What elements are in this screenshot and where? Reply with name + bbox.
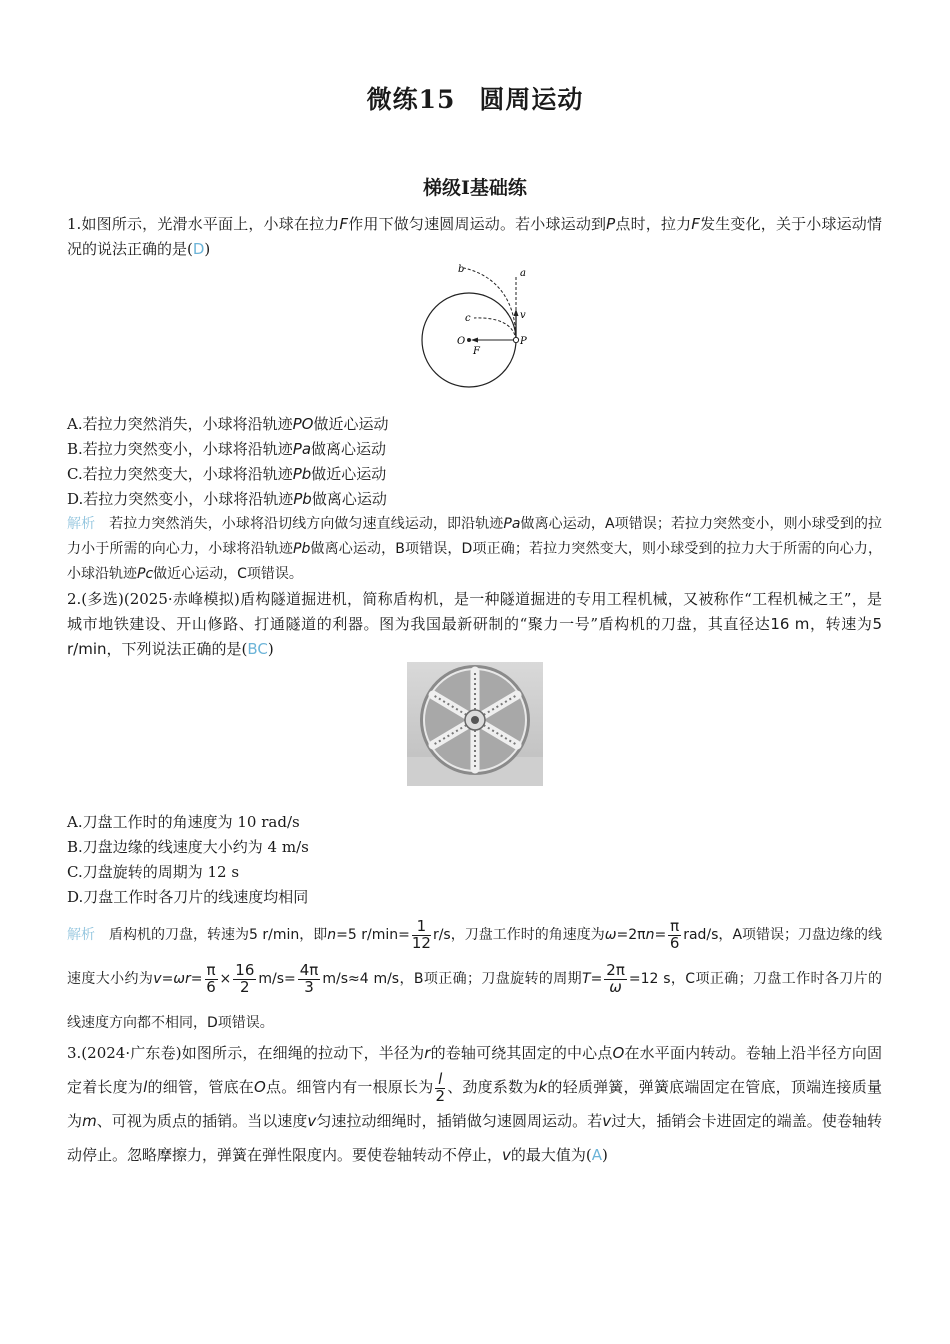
q1-option-c: C.若拉力突然变大，小球将沿轨迹Pb做近心运动	[67, 465, 387, 483]
q2-analysis: 解析 盾构机的刀盘，转速为5 r/min，即n=5 r/min= $\frac{1}{12}$ r/s，刀盘工作时的角速度为ω=2πn= $\frac{\pi}{6}$ rad/s，A项错误；刀盘边缘的线速度大小约为v=ωr= $\frac{\pi}{6}$ × $\frac{16}{2}$ m/s= $\frac{4\pi}{3}$ m/s≈4 m/s，B项正确；刀盘旋转的周期T= $\frac{2\pi}{\omega}$ =12 s，C项正确；刀盘工作时各刀片的线速度方向都不相同，D项错误。	[67, 916, 883, 1031]
label-c: c	[465, 313, 471, 324]
path-c	[474, 318, 516, 340]
analysis-label: 解析	[67, 927, 96, 943]
answer-2: BC	[247, 640, 268, 658]
fraction: $\frac{\pi}{6}$	[669, 916, 680, 952]
q1-option-d: D.若拉力突然变小，小球将沿轨迹Pb做离心运动	[67, 490, 387, 508]
question-3-stem: 3.(2024·广东卷)如图所示，在细绳的拉动下，半径为r的卷轴可绕其固定的中心点O在水平面内转动。卷轴上沿半径方向固定着长度为l的细管，管底在O点。细管内有一根原长为 $\frac{l}{2}$ 、劲度系数为k的轻质弹簧，弹簧底端固定在管底，顶端连接质量为m、可视为质点的插销。当以速度v匀速拉动细绳时，插销做匀速圆周运动。若v过大，插销会卡进固定的端盖。使卷轴转动停止。忽略摩擦力，弹簧在弹性限度内。要使卷轴转动不停止，v的最大值为(A)	[67, 1044, 882, 1165]
cutterhead-photo	[407, 662, 543, 786]
fraction: $\frac{2\pi}{\omega}$	[606, 960, 625, 996]
label-b: b	[458, 264, 465, 275]
fraction: $\frac{l}{2}$	[435, 1069, 445, 1105]
fraction: $\frac{16}{2}$	[235, 960, 255, 996]
q2-option-b: B.刀盘边缘的线速度大小约为 4 m/s	[67, 838, 309, 856]
label-v: v	[520, 310, 526, 321]
question-2-stem: 2.(多选)(2025·赤峰模拟)盾构隧道掘进机，简称盾构机，是一种隧道掘进的专用工程机械，又被称作“工程机械之王”，是城市地铁建设、开山修路、打通隧道的利器。图为我国最新研制的“聚力一号”盾构机的刀盘，其直径达16 m，转速为5 r/min，下列说法正确的是(BC)	[67, 590, 882, 658]
fraction: $\frac{4\pi}{3}$	[299, 960, 319, 996]
fraction: $\frac{1}{12}$	[411, 916, 431, 952]
q1-option-a: A.若拉力突然消失，小球将沿轨迹PO做近心运动	[67, 415, 389, 433]
label-F: F	[473, 346, 480, 357]
level-heading: 梯级Ⅰ基础练	[423, 177, 527, 199]
circular-motion-figure	[418, 262, 544, 388]
answer-1: D	[192, 240, 205, 258]
fraction: $\frac{\pi}{6}$	[206, 960, 216, 996]
path-b	[464, 268, 516, 340]
center-point	[467, 338, 471, 342]
title-text: 圆周运动	[479, 85, 584, 114]
page-title	[0, 80, 950, 116]
ball-point	[513, 337, 518, 342]
label-a: a	[520, 268, 526, 279]
q1-analysis: 解析 若拉力突然消失，小球将沿切线方向做匀速直线运动，即沿轨迹Pa做离心运动，A项错误；若拉力突然变小，则小球受到的拉力小于所需的向心力，小球将沿轨迹Pb做离心运动，B项错误，D项正确；若拉力突然变大，则小球受到的拉力大于所需的向心力，小球沿轨迹Pc做近心运动，C项错误。	[67, 516, 883, 582]
label-P: P	[520, 336, 527, 347]
q1-option-b: B.若拉力突然变小，小球将沿轨迹Pa做离心运动	[67, 440, 387, 458]
q2-option-d: D.刀盘工作时各刀片的线速度均相同	[67, 888, 309, 906]
title-number: 微练15	[366, 85, 456, 114]
question-1-stem: 1.如图所示，光滑水平面上，小球在拉力F作用下做匀速圆周运动。若小球运动到P点时，拉力F发生变化，关于小球运动情况的说法正确的是(D)	[67, 215, 882, 258]
velocity-arrowhead	[514, 309, 519, 316]
q2-option-a: A.刀盘工作时的角速度为 10 rad/s	[67, 813, 300, 831]
q2-option-c: C.刀盘旋转的周期为 12 s	[67, 863, 240, 881]
analysis-label: 解析	[67, 516, 96, 532]
answer-3: A	[591, 1146, 603, 1165]
label-O: O	[457, 336, 466, 347]
force-arrowhead	[471, 338, 478, 343]
